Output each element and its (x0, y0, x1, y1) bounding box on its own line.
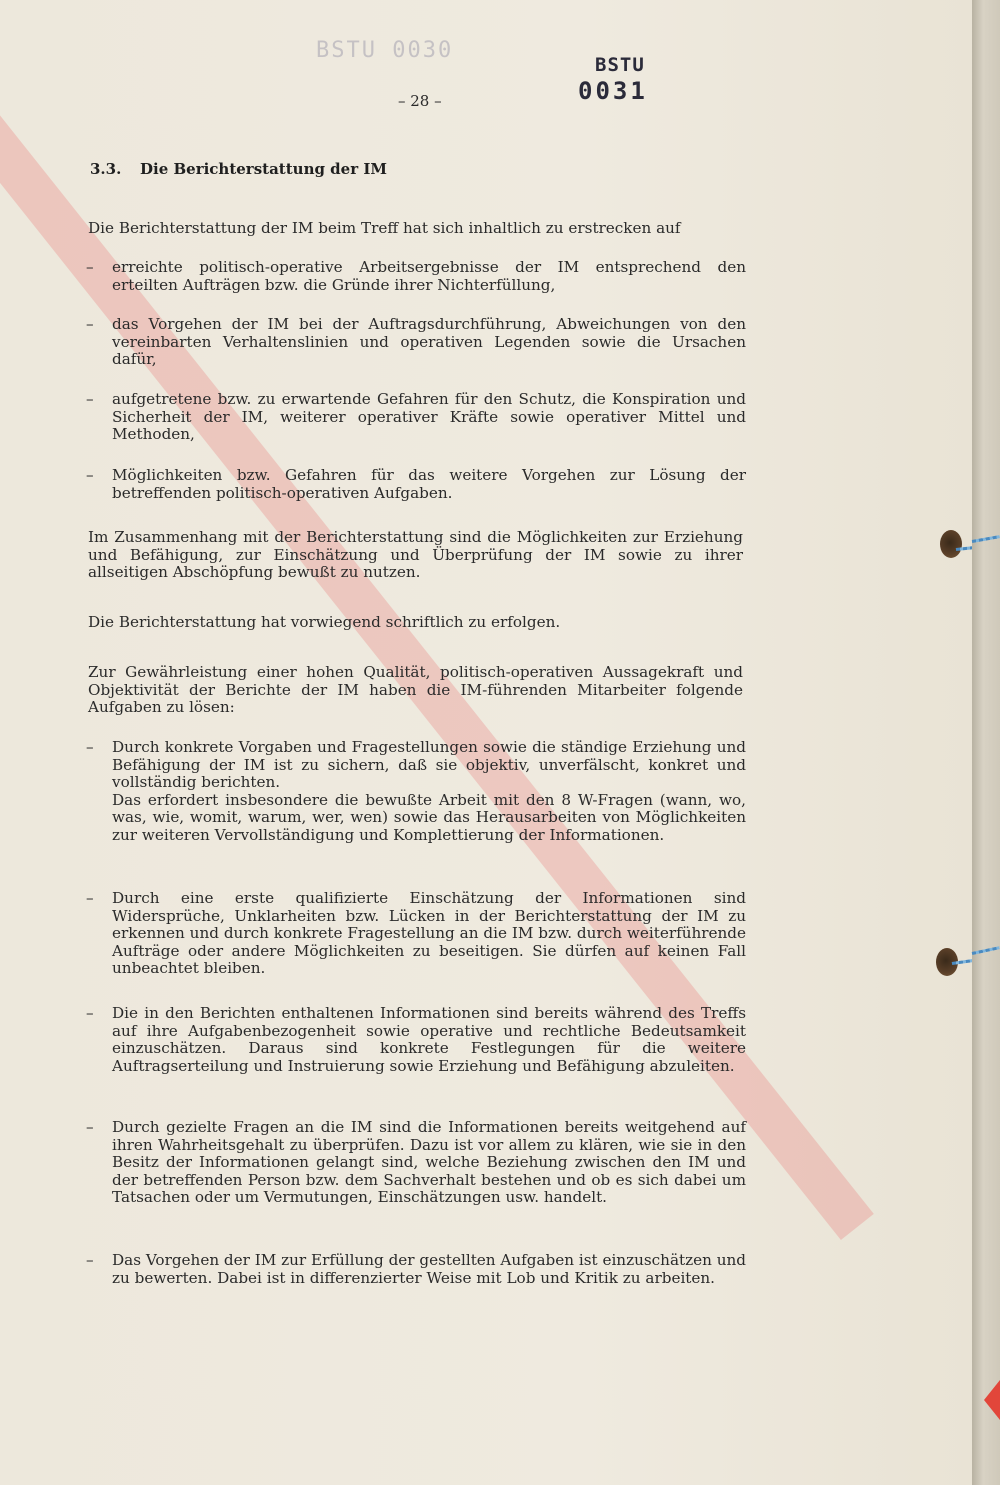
list-item-paragraph: Durch konkrete Vorgaben und Fragestellungen sowie die ständige Erziehung und Befähigung der IM ist zu sichern, daß sie objektiv, unverfälscht, konkret und vollständig berichten. (112, 738, 746, 792)
list-item (86, 467, 746, 502)
stamp-label: BSTU (595, 54, 645, 76)
list-item (86, 259, 746, 294)
list-dash: – (86, 315, 94, 333)
list-item (86, 1005, 746, 1075)
page-edge (972, 0, 1000, 1485)
list-item (86, 391, 746, 444)
list-item (86, 316, 746, 369)
binding-hole (940, 530, 962, 558)
list-item (86, 1119, 746, 1207)
stamp-number: 0031 (578, 77, 648, 105)
section-heading (90, 160, 387, 178)
list-item-text: das Vorgehen der IM bei der Auftragsdurchführung, Abweichungen von den vereinbarten Verhaltenslinien und operativen Legenden sowie die Ursachen dafür, (112, 315, 746, 369)
list-item (86, 890, 746, 978)
list-item-paragraph: Das erfordert insbesondere die bewußte Arbeit mit den 8 W-Fragen (wann, wo, was, wie, womit, warum, wer, wen) sowie das Herausarbeiten von Möglichkeiten zur weiteren Vervollständigung und Komplettierung der Informationen. (112, 790, 746, 844)
list-item-text: erreichte politisch-operative Arbeitsergebnisse der IM entsprechend den erteilten Aufträgen bzw. die Gründe ihrer Nichterfüllung, (112, 258, 746, 294)
list-dash: – (86, 889, 94, 907)
list-item-text (112, 739, 746, 845)
paragraph: Zur Gewährleistung einer hohen Qualität, politisch-operativen Aussagekraft und Objektivität der Berichte der IM haben die IM-führenden Mitarbeiter folgende Aufgaben zu lösen: (88, 663, 743, 717)
list-item-text: Die in den Berichten enthaltenen Informationen sind bereits während des Treffs auf ihre Aufgabenbezogenheit sowie operative und rechtliche Bedeutsamkeit einzuschätzen. Daraus sind konkrete Festlegungen für die weitere Auftragserteilung und Instruierung sowie Erziehung und Befähigung abzuleiten. (112, 1004, 746, 1075)
list-dash: – (86, 738, 94, 756)
section-title: Die Berichterstattung der IM (140, 160, 387, 178)
list-dash: – (86, 1004, 94, 1022)
section-number: 3.3. (90, 160, 122, 178)
list-item-text: aufgetretene bzw. zu erwartende Gefahren für den Schutz, die Konspiration und Sicherheit der IM, weiterer operativer Kräfte sowie operativer Mittel und Methoden, (112, 390, 746, 444)
archive-stamp (578, 56, 648, 103)
list-item-text: Durch eine erste qualifizierte Einschätzung der Informationen sind Widersprüche, Unklarheiten bzw. Lücken in der Berichterstattung der IM zu erkennen und durch konkrete Fragestellung an die IM bzw. durch weiterführende Aufträge oder andere Möglichkeiten zu beseitigen. Sie dürfen auf keinen Fall unbeachtet bleiben. (112, 889, 746, 978)
paragraph: Die Berichterstattung hat vorwiegend schriftlich zu erfolgen. (88, 613, 561, 631)
list-item (86, 1252, 746, 1287)
list-dash: – (86, 1118, 94, 1136)
list-dash: – (86, 258, 94, 276)
list-item (86, 739, 746, 845)
intro-paragraph: Die Berichterstattung der IM beim Treff hat sich inhaltlich zu erstrecken auf (88, 219, 681, 237)
list-dash: – (86, 390, 94, 408)
faded-stamp: BSTU 0030 (316, 38, 454, 63)
list-dash: – (86, 466, 94, 484)
page-number: – 28 – (398, 92, 442, 110)
paragraph: Im Zusammenhang mit der Berichterstattung sind die Möglichkeiten zur Erziehung und Befähigung, zur Einschätzung und Überprüfung der IM sowie zu ihrer allseitigen Abschöpfung bewußt zu nutzen. (88, 528, 743, 582)
list-item-text: Das Vorgehen der IM zur Erfüllung der gestellten Aufgaben ist einzuschätzen und zu bewerten. Dabei ist in differenzierter Weise mit Lob und Kritik zu arbeiten. (112, 1251, 746, 1287)
list-item-text: Möglichkeiten bzw. Gefahren für das weitere Vorgehen zur Lösung der betreffenden politisch-operativen Aufgaben. (112, 466, 746, 502)
list-dash: – (86, 1251, 94, 1269)
list-item-text: Durch gezielte Fragen an die IM sind die Informationen bereits weitgehend auf ihren Wahrheitsgehalt zu überprüfen. Dazu ist vor allem zu klären, wie sie in den Besitz der Informationen gelangt sind, welche Beziehung zwischen den IM und der betreffenden Person bzw. dem Sachverhalt bestehen und ob es sich dabei um Tatsachen oder um Vermutungen, Einschätzungen usw. handelt. (112, 1118, 746, 1207)
